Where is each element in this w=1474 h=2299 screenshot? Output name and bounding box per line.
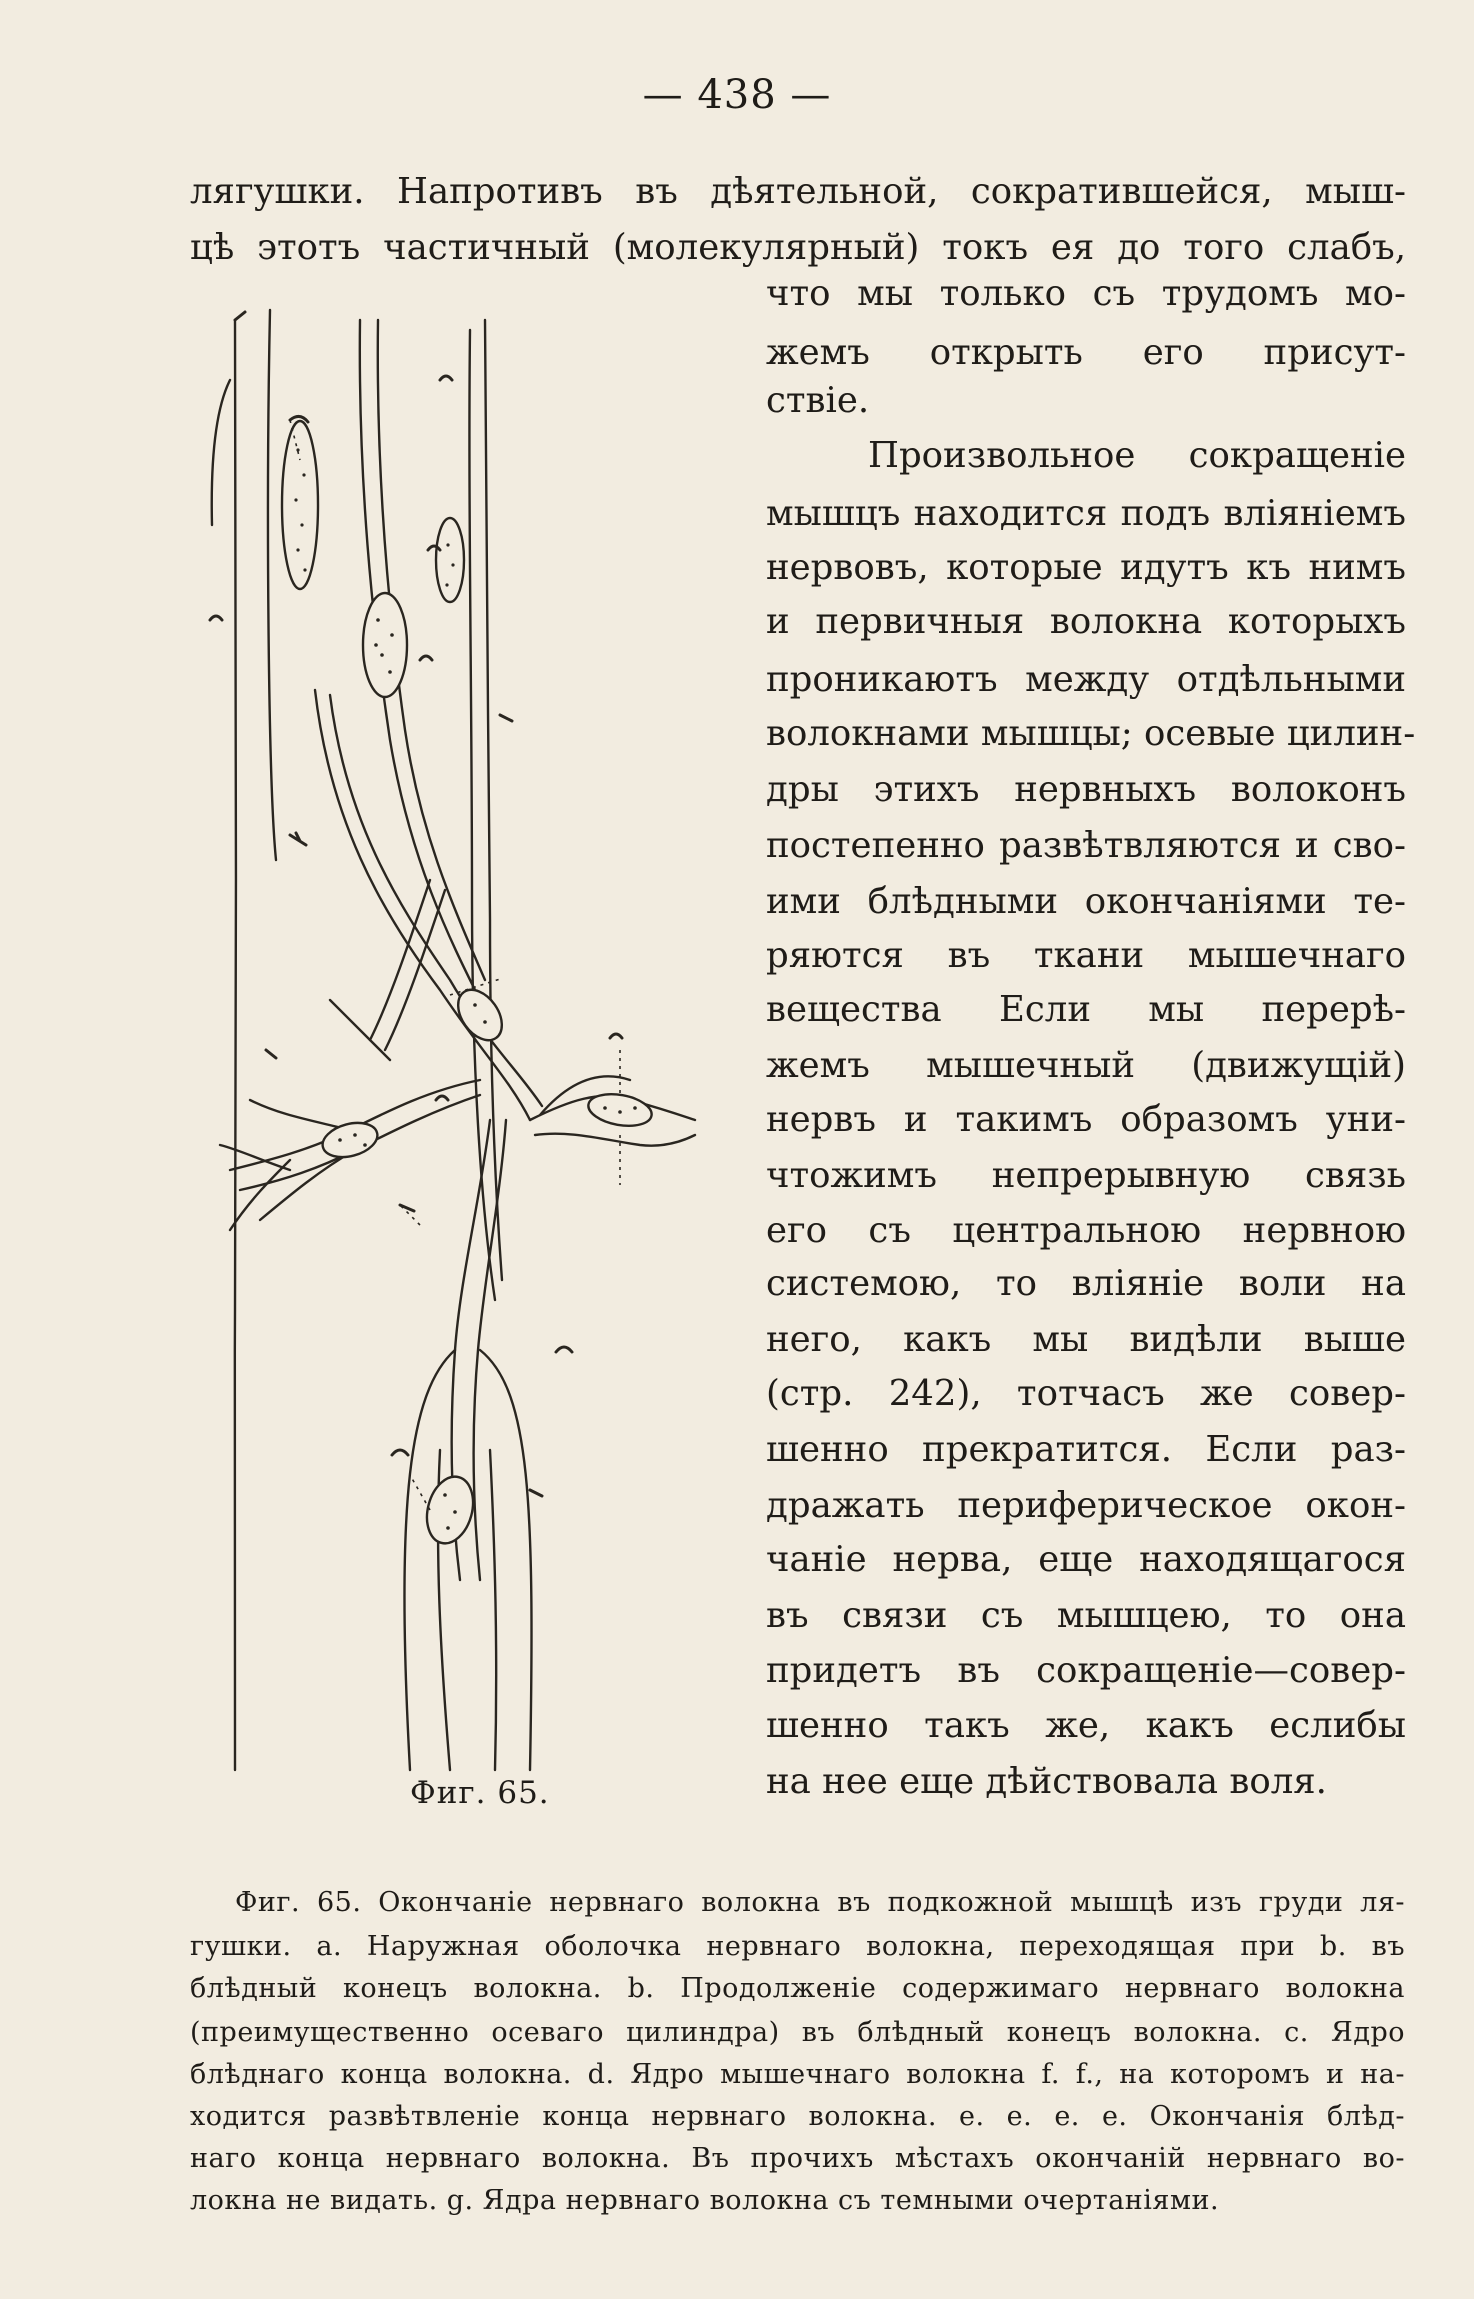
body-line: него, какъ мы видѣли выше xyxy=(766,1319,1406,1360)
body-line: (стр. 242), тотчасъ же совер- xyxy=(766,1373,1406,1414)
caption-line: Фиг. 65. Окончаніе нервнаго волокна въ подкожной мышцѣ изъ груди ля- xyxy=(235,1887,1405,1918)
body-line: придетъ въ сокращеніе—совер- xyxy=(766,1650,1406,1691)
body-line: Произвольное сокращеніе xyxy=(868,435,1406,476)
body-line: волокнами мышцы; осевые цилин- xyxy=(766,713,1416,754)
body-line: шенно такъ же, какъ еслибы xyxy=(766,1705,1406,1746)
caption-line: (преимущественно осеваго цилиндра) въ блѣдный конецъ волокна. c. Ядро xyxy=(190,2017,1405,2048)
body-line: постепенно развѣтвляются и сво- xyxy=(766,825,1406,866)
body-line: его съ центральною нервною xyxy=(766,1210,1406,1251)
figure-label: Фиг. 65. xyxy=(410,1775,550,1811)
body-line: и первичныя волокна которыхъ xyxy=(766,601,1406,642)
body-line: чаніе нерва, еще находящагося xyxy=(766,1539,1406,1580)
caption-line: блѣднаго конца волокна. d. Ядро мышечнаго волокна f. f., на которомъ и на- xyxy=(190,2059,1405,2090)
body-line: нервовъ, которые идутъ къ нимъ xyxy=(766,547,1406,588)
page-number: — 438 — xyxy=(642,72,832,118)
body-line: что мы только съ трудомъ мо- xyxy=(766,273,1406,314)
body-line: на нее еще дѣйствовала воля. xyxy=(766,1761,1327,1802)
body-line: шенно прекратится. Если раз- xyxy=(766,1429,1406,1470)
body-line: дры этихъ нервныхъ волоконъ xyxy=(766,769,1406,810)
body-line: вещества Если мы перерѣ- xyxy=(766,989,1406,1030)
body-line: системою, то вліяніе воли на xyxy=(766,1263,1406,1304)
body-line: жемъ мышечный (движущій) xyxy=(766,1045,1406,1086)
body-line: дражать периферическое окон- xyxy=(766,1485,1406,1526)
body-line: въ связи съ мышцею, то она xyxy=(766,1595,1406,1636)
body-line: цѣ этотъ частичный (молекулярный) токъ ея до того слабъ, xyxy=(190,227,1406,268)
body-line: нервъ и такимъ образомъ уни- xyxy=(766,1099,1406,1140)
caption-line: блѣдный конецъ волокна. b. Продолженіе содержимаго нервнаго волокна xyxy=(190,1973,1405,2004)
body-line: ствіе. xyxy=(766,380,870,421)
body-line: мышцъ находится подъ вліяніемъ xyxy=(766,493,1406,534)
nerve-ending-illustration xyxy=(150,300,720,1780)
body-line: лягушки. Напротивъ въ дѣятельной, сократившейся, мыш- xyxy=(190,171,1406,212)
body-line: ими блѣдными окончаніями те- xyxy=(766,881,1406,922)
caption-line: локна не видать. g. Ядра нервнаго волокна съ темными очертаніями. xyxy=(190,2185,1220,2216)
body-line: ряются въ ткани мышечнаго xyxy=(766,935,1406,976)
body-line: проникаютъ между отдѣльными xyxy=(766,659,1406,700)
caption-line: наго конца нервнаго волокна. Въ прочихъ мѣстахъ окончаній нервнаго во- xyxy=(190,2143,1405,2174)
caption-line: гушки. a. Наружная оболочка нервнаго волокна, переходящая при b. въ xyxy=(190,1931,1405,1962)
body-line: жемъ открыть его присут- xyxy=(766,332,1406,373)
body-line: чтожимъ непрерывную связь xyxy=(766,1155,1406,1196)
caption-line: ходится развѣтвленіе конца нервнаго волокна. e. e. e. e. Окончанія блѣд- xyxy=(190,2101,1405,2132)
